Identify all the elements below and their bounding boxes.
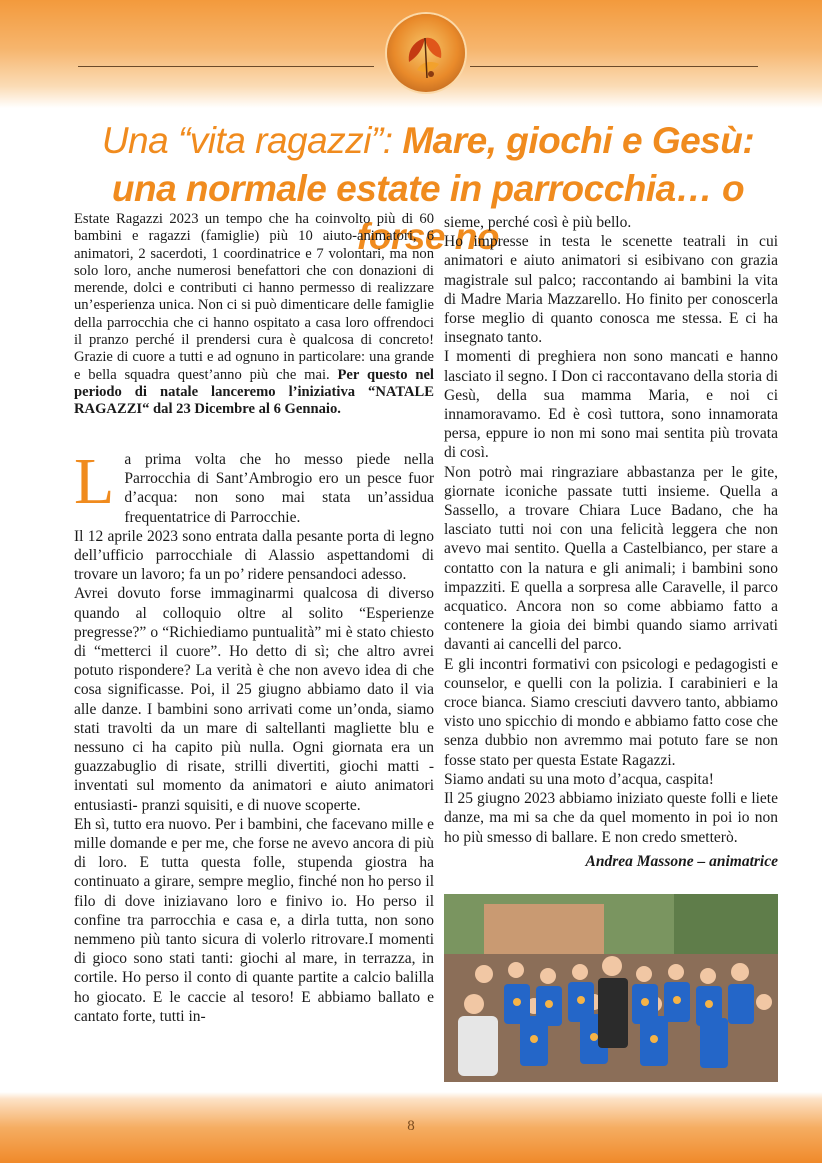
page-number: 8 — [407, 1118, 415, 1134]
article-paragraph: Siamo andati su una moto d’acqua, caspita! — [444, 770, 714, 788]
article-paragraph: Non potrò mai ringraziare abbastanza per le gite, giornate iconiche passate tutti insieme. Quella a Sassello, a trovare Chiara Luce Badano, che ha lasciato tutti noi con una felicità leggera che non avevo mai sentito. Quella a Castelbianco, per stare a contatto con la natura e gli animali; i bambini sono impazziti. E quella a sorpresa alle Caravelle, il parco acquatico. Ancora non so come abbiamo fatto a contenere la gioia dei bimbi quando siamo arrivati davanti ai cancelli del parco. — [444, 463, 778, 654]
article-paragraph: E gli incontri formativi con psicologi e pedagogisti e counselor, e quelli con la polizia. I carabinieri e la croce bianca. Siamo cresciuti davvero tanto, abbiamo visto uno spicchio di mondo e abbiamo fatto cose che senza dubbio non avremmo mai potuto fare se non fosse stato per questa Estate Ragazzi. — [444, 655, 778, 769]
article-paragraph: sieme, perché così è più bello. — [444, 214, 632, 231]
drop-cap: L — [74, 445, 115, 518]
article-paragraph: Eh sì, tutto era nuovo. Per i bambini, che facevano mille e mille domande e per me, che forse ne avevo ancora di più di loro. E tutta questa folle, stupenda giostra ha continuato a girare, sempre meglio, finché non ho perso il filo di dove iniziavano loro e finivo io. Ho perso il confine tra parrocchia e casa e, a dirla tutta, non sono nemmeno più tanto sicura di volerlo ritrovare.I momenti di gioco sono stati tanti: giochi al mare, in terrazza, in cortile. Ho perso il conto di quante partite a calcio balilla ho giocato. E le caccie al tesoro! E abbiamo ballato e cantato forte, tutti in- — [74, 815, 434, 1025]
article-column-right — [444, 213, 778, 847]
autumn-leaf-medallion — [387, 14, 465, 92]
article-paragraph: Il 25 giugno 2023 abbiamo iniziato queste folli e liete danze, ma mi sa che da quel momento in poi io non ho più smesso di ballare. E non credo smetterò. — [444, 790, 778, 846]
title-part-1: Una “vita ragazzi”: — [101, 120, 403, 161]
intro-announcement: Per questo nel periodo di natale lanceremo l’iniziativa “NATALE RAGAZZI“ dal 23 Dicembre al 6 Gennaio. — [74, 366, 434, 418]
intro-paragraph — [74, 211, 434, 419]
header-rule-left — [78, 66, 374, 67]
group-photo — [444, 894, 778, 1082]
intro-text: Estate Ragazzi 2023 un tempo che ha coinvolto più di 60 bambini e ragazzi (famiglie) più 10 aiuto-animatori, 6 animatori, 2 sacerdoti, 1 coordinatrice e 7 volontari, ma non solo loro, anche numerosi benefattori che con donazioni di merende, dolci e contributi ci hanno permesso di realizzare un’esperienza unica. Non ci si può dimenticare delle famiglie della parrocchia che ci hanno ospitato a casa loro offrendoci il pranzo perché il prendersi cura è qualcosa di concreto! Grazie di cuore a tutti e ad ognuno in particolare: una grande e bella squadra quest’anno più che mai. — [74, 211, 434, 383]
header-rule-right — [470, 66, 758, 67]
title-part-2: Mare, giochi e Gesù: una normale estate in parrocchia… o forse no — [111, 120, 755, 257]
group-photo-illustration — [444, 894, 778, 1082]
article-paragraph: I momenti di preghiera non sono mancati e hanno lasciato il segno. I Don ci raccontavano della storia di Gesù, della sua mamma Maria, e noi ci innamoravamo. Ed è così tuttora, sono innamorata persa, eppure io non mi sono mai sentita più trovata di così. — [444, 348, 778, 462]
article-paragraph: Avrei dovuto forse immaginarmi qualcosa di diverso quando al colloquio oltre al solito “Esperienze pregresse?” o “Richiediamo puntualità” mi è stato chiesto di “metterci il cuore”. Ho detto di sì; che altro avrei potuto rispondere? La verità è che non avevo idea di che cosa significasse. Poi, il 25 giugno abbiamo dato il via alle danze. I bambini sono arrivati come un’onda, siamo stati travolti da un mare di saltellanti magliette blu e nessuno ci ha capito più nulla. Ogni giornata era un guazzabuglio di risate, strilli divertiti, giochi matti -inventati sul momento da animatori e aiuto animatori entusiasti- pranzi squisiti, e di nuove scoperte. — [74, 585, 434, 814]
author-signature: Andrea Massone – animatrice — [585, 853, 778, 870]
article-paragraph: Il 12 aprile 2023 sono entrata dalla pesante porta di legno dell’ufficio parrocchiale di Alassio aspettandomi di trovare un lavoro; fa un po’ ridere pensandoci adesso. — [74, 527, 434, 584]
article-paragraph: Ho impresse in testa le scenette teatrali in cui animatori e aiuto animatori si esibivano con grazia magistrale sul palco; raccontando ai bambini la vita di Madre Maria Mazzarello. Ho finito per conoscerla forse meglio di quanto conosca me stessa. E ci ha insegnato tanto. — [444, 233, 778, 347]
article-column-left — [74, 445, 434, 1026]
article-paragraph: a prima volta che ho messo piede nella Parrocchia di Sant’Ambrogio ero un pesce fuor d’acqua: non sono mai stata un’assidua frequentatrice di Parrocchie. — [124, 451, 434, 526]
autumn-leaf-icon — [387, 14, 465, 92]
